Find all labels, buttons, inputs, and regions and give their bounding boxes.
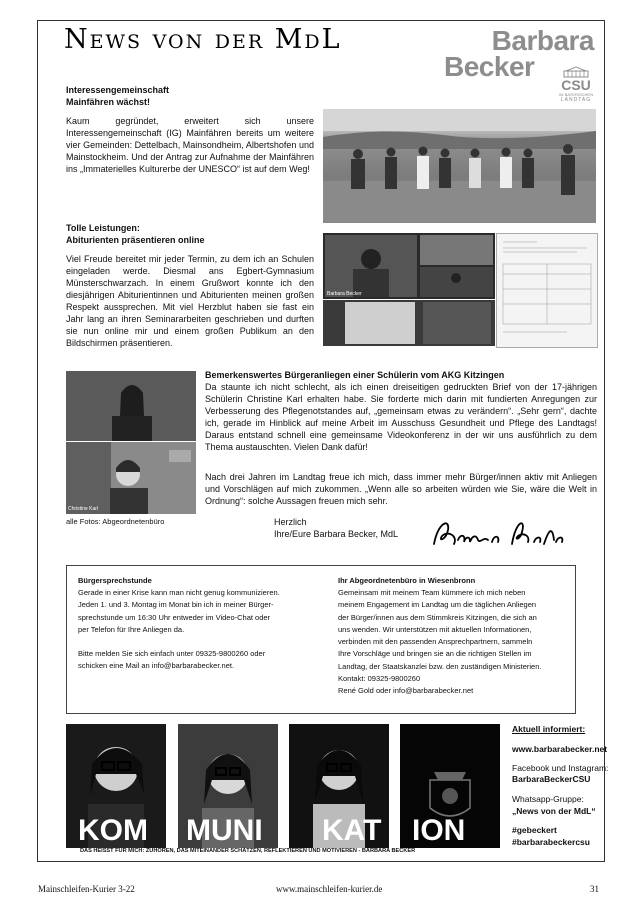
closing xyxy=(274,516,398,540)
sprechstunde-line: Jeden 1. und 3. Montag im Monat bin ich in meiner Bürger- xyxy=(78,600,274,610)
sidebar-tag2: #barbarabeckercsu xyxy=(512,837,590,847)
article2-heading-line2: Abiturienten präsentieren online xyxy=(66,235,205,245)
handwritten-signature xyxy=(430,514,570,561)
video-label-a: Barbara Becker xyxy=(327,291,362,297)
video-photo-bottom xyxy=(66,442,196,514)
closing-line1: Herzlich xyxy=(274,517,307,527)
buero-line: Ihre Vorschläge und bringen sie an die richtigen Stellen im xyxy=(338,649,532,659)
barbara-becker-logo xyxy=(444,25,596,104)
sidebar-wa-name: „News von der MdL“ xyxy=(512,806,596,816)
article1-body: Kaum gegründet, erweitert sich unsere Interessengemeinschaft (IG) Mainfähren bereits um weitere vier Gemeinden: Dettelbach, Mainsondheim, Albertshofen und Mainstockheim. Und der Antrag zur Aufnahme der Mainfähren ins „Immaterielles Kulturerbe der UNESCO“ ist auf dem Weg! xyxy=(66,116,314,174)
page-number: 31 xyxy=(590,884,599,894)
document-screenshot xyxy=(496,233,598,348)
buero-line: Landtag, der Staatskanzlei bzw. den zuständigen Ministerien. xyxy=(338,661,542,671)
buero-line: der Bürger/innen aus dem Stimmkreis Kitzingen, die sich an xyxy=(338,612,537,622)
logo-line2: Becker xyxy=(444,51,535,82)
sprechstunde-heading: Bürgersprechstunde xyxy=(78,576,152,585)
logo-line1: Barbara xyxy=(491,25,594,56)
footer-publication: Mainschleifen-Kurier 3-22 xyxy=(38,884,135,894)
article2-body: Viel Freude bereitet mir jeder Termin, zu dem ich an Schulen eingeladen werde. Diesmal ans Egbert-Gymnasium Münsterschwarzach. In einem Grußwort konnte ich den diesjährigen Abiturientinnen und Abiturienten meinen großen Respekt aussprechen. Mit viel Herzblut haben sie fast ein Jahr lang an ihren Seminararbeiten geschrieben und durften sie nun online mir und einem großen Publikum an den Bildschirmen präsentieren. xyxy=(66,254,314,348)
banner-word-2: MUNI xyxy=(186,814,263,847)
sprechstunde-text xyxy=(78,587,328,673)
sidebar-heading: Aktuell informiert: xyxy=(512,724,586,734)
banner-tagline: DAS HEISST FÜR MICH: ZUHÖREN, DAS MITEINANDER SCHÄTZEN, REFLEKTIEREN UND MOTIVIEREN - BARBARA BECKER xyxy=(80,848,416,854)
article2-heading-line1: Tolle Leistungen: xyxy=(66,223,140,233)
buero-line: Kontakt: 09325-9800260 xyxy=(338,674,421,684)
buero-line: verbinden mit den passenden Ansprechpartnern, sammeln xyxy=(338,637,533,647)
buero-line: Gemeinsam mit meinem Team kümmere ich mich neben xyxy=(338,588,526,597)
photo-credit: alle Fotos: Abgeordnetenbüro xyxy=(66,517,165,526)
closing-line2: Ihre/Eure Barbara Becker, MdL xyxy=(274,529,399,539)
buero-line: uns wenden. Wir unterstützen mit aktuellen Informationen, xyxy=(338,624,532,634)
banner-word-1: KOM xyxy=(78,814,148,847)
buero-line: meinem Engagement im Landtag um die täglichen Anliegen xyxy=(338,600,537,610)
article1-heading-line2: Mainfähren wächst! xyxy=(66,97,151,107)
sprechstunde-line: sprechstunde um 16:30 Uhr entweder im Video-Chat oder xyxy=(78,612,271,622)
article3-body2: Nach drei Jahren im Landtag freue ich mich, dass immer mehr Bürger/innen aktiv mit Anliegen und Vorschlägen auf mich zukommen. „Wenn alle so arbeiten würden wie Sie, wäre die Welt in Ordnung“: solche Aussagen freuen mich sehr. xyxy=(205,472,597,506)
article1-heading xyxy=(66,84,169,108)
article3-body1: Da staunte ich nicht schlecht, als ich einen dreiseitigen gedruckten Brief von der 17-jährigen Schülerin Christine Karl erhalten habe. Sie forderte mich darin mit fundierten Anregungen zur Verbesserung des Pflegenotstandes auf, „gemeinsam etwas zu verändern“. „Sehr gern“, dachte ich, gerade im Hinblick auf meine Arbeit im Ausschuss Gesundheit und Pflege des Landtags! Daraus entstand schnell eine gemeinsame Videokonferenz in der wir uns ausführlich zu dem Thema austauschten. Vielen Dank dafür! xyxy=(205,382,597,452)
sidebar-fb-handle[interactable]: BarbaraBeckerCSU xyxy=(512,774,591,784)
sidebar-fb-label: Facebook und Instagram: xyxy=(512,763,609,773)
buero-line: René Gold oder info@barbarabecker.net xyxy=(338,686,474,696)
sprechstunde-line: Bitte melden Sie sich einfach unter 09325-9800260 oder xyxy=(78,649,266,659)
sidebar-website[interactable]: www.barbarabecker.net xyxy=(512,744,608,754)
banner-word-3: KAT xyxy=(322,814,382,847)
video-conference-screenshot xyxy=(323,233,495,299)
buero-text xyxy=(338,587,578,698)
sidebar-wa-label: Whatsapp-Gruppe: xyxy=(512,794,584,804)
sprechstunde-line: schicken eine Mail an info@barbarabecker.net. xyxy=(78,661,235,671)
spacer xyxy=(78,636,328,648)
group-photo xyxy=(323,109,596,223)
video-label-c: Christine Karl xyxy=(68,506,99,512)
video-screenshot-2 xyxy=(323,300,495,346)
sprechstunde-line: per Telefon für Ihre Anliegen da. xyxy=(78,624,185,634)
banner-word-4: ION xyxy=(412,814,466,847)
sprechstunde-line: Gerade in einer Krise kann man nicht genug kommunizieren. xyxy=(78,588,280,597)
csu-sub: IM BAYERISCHEN xyxy=(559,92,593,97)
article2-heading xyxy=(66,222,205,246)
footer-url[interactable]: www.mainschleifen-kurier.de xyxy=(276,884,383,894)
video-photo-top xyxy=(66,371,196,441)
article3-heading: Bemerkenswertes Bürgeranliegen einer Schülerin vom AKG Kitzingen xyxy=(205,370,505,380)
landtag-text: LANDTAG xyxy=(560,97,592,103)
csu-text: CSU xyxy=(561,77,591,93)
sidebar-tag1: #gebeckert xyxy=(512,825,557,835)
page-title: News von der MdL xyxy=(64,24,342,55)
csu-logo xyxy=(556,66,596,104)
buero-heading: Ihr Abgeordnetenbüro in Wiesenbronn xyxy=(338,576,476,585)
article1-heading-line1: Interessengemeinschaft xyxy=(66,85,170,95)
